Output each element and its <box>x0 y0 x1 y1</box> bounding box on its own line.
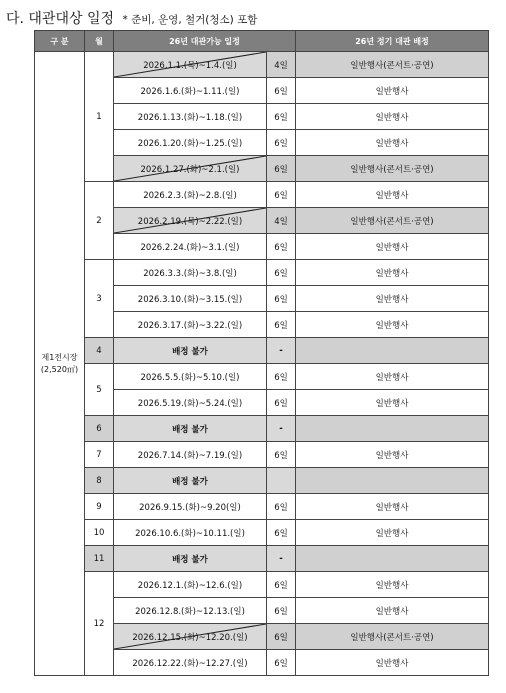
hall-name: 제1전시장 <box>41 353 78 363</box>
period-cell: 2026.1.20.(화)~1.25.(일) <box>114 130 267 156</box>
table-row <box>35 520 489 546</box>
period-cell: 2026.12.22.(화)~12.27.(일) <box>114 650 267 676</box>
period-cell: 2026.1.6.(화)~1.11.(일) <box>114 78 267 104</box>
hall-cell <box>35 52 85 676</box>
assignment-cell: 일반행사(콘서트·공연) <box>296 208 489 234</box>
period-cell: 2026.3.10.(화)~3.15.(일) <box>114 286 267 312</box>
period-cell: 2026.2.24.(화)~3.1.(일) <box>114 234 267 260</box>
section-heading <box>6 8 257 28</box>
period-cell <box>114 624 267 650</box>
days-cell: 6일 <box>267 390 296 416</box>
days-cell: 6일 <box>267 650 296 676</box>
days-cell: 6일 <box>267 520 296 546</box>
month-cell: 4 <box>85 338 114 364</box>
month-cell: 9 <box>85 494 114 520</box>
blocked-days: - <box>267 338 296 364</box>
assignment-cell: 일반행사 <box>296 442 489 468</box>
table-row <box>35 182 489 208</box>
period-cell: 2026.3.17.(화)~3.22.(일) <box>114 312 267 338</box>
header-assignment: 26년 정기 대관 배정 <box>296 31 489 52</box>
blocked-assignment <box>296 468 489 494</box>
days-cell: 6일 <box>267 442 296 468</box>
month-cell: 12 <box>85 572 114 676</box>
assignment-cell: 일반행사 <box>296 234 489 260</box>
blocked-label: 배정 불가 <box>114 338 267 364</box>
days-cell: 6일 <box>267 260 296 286</box>
period-text: 2026.1.1.(목)~1.4.(일) <box>143 60 237 71</box>
period-cell: 2026.3.3.(화)~3.8.(일) <box>114 260 267 286</box>
header-row <box>35 31 489 52</box>
assignment-cell: 일반행사 <box>296 494 489 520</box>
month-cell: 3 <box>85 260 114 338</box>
month-cell: 7 <box>85 442 114 468</box>
days-cell: 6일 <box>267 624 296 650</box>
month-cell: 10 <box>85 520 114 546</box>
days-cell: 6일 <box>267 494 296 520</box>
days-cell: 6일 <box>267 286 296 312</box>
days-cell: 6일 <box>267 78 296 104</box>
table-row <box>35 572 489 598</box>
assignment-cell: 일반행사 <box>296 78 489 104</box>
period-cell <box>114 52 267 78</box>
period-cell <box>114 156 267 182</box>
header-category: 구 분 <box>35 31 85 52</box>
days-cell: 6일 <box>267 130 296 156</box>
table-row <box>35 546 489 572</box>
period-cell: 2026.12.8.(화)~12.13.(일) <box>114 598 267 624</box>
period-cell: 2026.9.15.(화)~9.20(일) <box>114 494 267 520</box>
assignment-cell: 일반행사 <box>296 598 489 624</box>
period-cell: 2026.1.13.(화)~1.18.(일) <box>114 104 267 130</box>
blocked-days: - <box>267 416 296 442</box>
assignment-cell: 일반행사 <box>296 130 489 156</box>
section-title: 다. 대관대상 일정 <box>6 11 115 27</box>
assignment-cell: 일반행사 <box>296 182 489 208</box>
table-row <box>35 338 489 364</box>
blocked-assignment <box>296 546 489 572</box>
days-cell: 6일 <box>267 572 296 598</box>
table-row <box>35 364 489 390</box>
table-row <box>35 442 489 468</box>
header-month: 월 <box>85 31 114 52</box>
hall-area: (2,520㎡) <box>40 364 79 374</box>
blocked-label: 배정 불가 <box>114 468 267 494</box>
table-row <box>35 416 489 442</box>
month-cell: 2 <box>85 182 114 260</box>
assignment-cell: 일반행사 <box>296 572 489 598</box>
assignment-cell: 일반행사 <box>296 104 489 130</box>
days-cell: 6일 <box>267 182 296 208</box>
period-cell: 2026.2.3.(화)~2.8.(일) <box>114 182 267 208</box>
section-note: * 준비, 운영, 철거(청소) 포함 <box>122 14 258 26</box>
period-text: 2026.2.19.(목)~2.22.(일) <box>137 216 243 227</box>
blocked-days <box>267 468 296 494</box>
table-row <box>35 52 489 78</box>
period-cell: 2026.5.19.(화)~5.24.(일) <box>114 390 267 416</box>
assignment-cell: 일반행사(콘서트·공연) <box>296 624 489 650</box>
blocked-assignment <box>296 416 489 442</box>
header-schedule: 26년 대관가능 일정 <box>114 31 296 52</box>
period-cell: 2026.7.14.(화)~7.19.(일) <box>114 442 267 468</box>
table-row <box>35 468 489 494</box>
month-cell: 1 <box>85 52 114 182</box>
days-cell: 6일 <box>267 104 296 130</box>
days-cell: 4일 <box>267 208 296 234</box>
month-cell: 6 <box>85 416 114 442</box>
table-row <box>35 260 489 286</box>
period-cell: 2026.12.1.(화)~12.6.(일) <box>114 572 267 598</box>
days-cell: 6일 <box>267 234 296 260</box>
assignment-cell: 일반행사 <box>296 390 489 416</box>
assignment-cell: 일반행사 <box>296 312 489 338</box>
assignment-cell: 일반행사 <box>296 286 489 312</box>
assignment-cell: 일반행사 <box>296 650 489 676</box>
month-cell: 11 <box>85 546 114 572</box>
assignment-cell: 일반행사 <box>296 260 489 286</box>
month-cell: 8 <box>85 468 114 494</box>
table-row <box>35 494 489 520</box>
days-cell: 6일 <box>267 156 296 182</box>
blocked-days: - <box>267 546 296 572</box>
period-cell: 2026.10.6.(화)~10.11.(일) <box>114 520 267 546</box>
assignment-cell: 일반행사(콘서트·공연) <box>296 52 489 78</box>
days-cell: 4일 <box>267 52 296 78</box>
period-text: 2026.1.27.(화)~2.1.(일) <box>140 164 240 175</box>
blocked-assignment <box>296 338 489 364</box>
days-cell: 6일 <box>267 598 296 624</box>
assignment-cell: 일반행사 <box>296 364 489 390</box>
days-cell: 6일 <box>267 364 296 390</box>
period-cell <box>114 208 267 234</box>
blocked-label: 배정 불가 <box>114 546 267 572</box>
period-text: 2026.12.15.(화)~12.20.(일) <box>132 632 248 643</box>
assignment-cell: 일반행사(콘서트·공연) <box>296 156 489 182</box>
assignment-cell: 일반행사 <box>296 520 489 546</box>
month-cell: 5 <box>85 364 114 416</box>
schedule-table <box>34 30 489 676</box>
days-cell: 6일 <box>267 312 296 338</box>
blocked-label: 배정 불가 <box>114 416 267 442</box>
period-cell: 2026.5.5.(화)~5.10.(일) <box>114 364 267 390</box>
